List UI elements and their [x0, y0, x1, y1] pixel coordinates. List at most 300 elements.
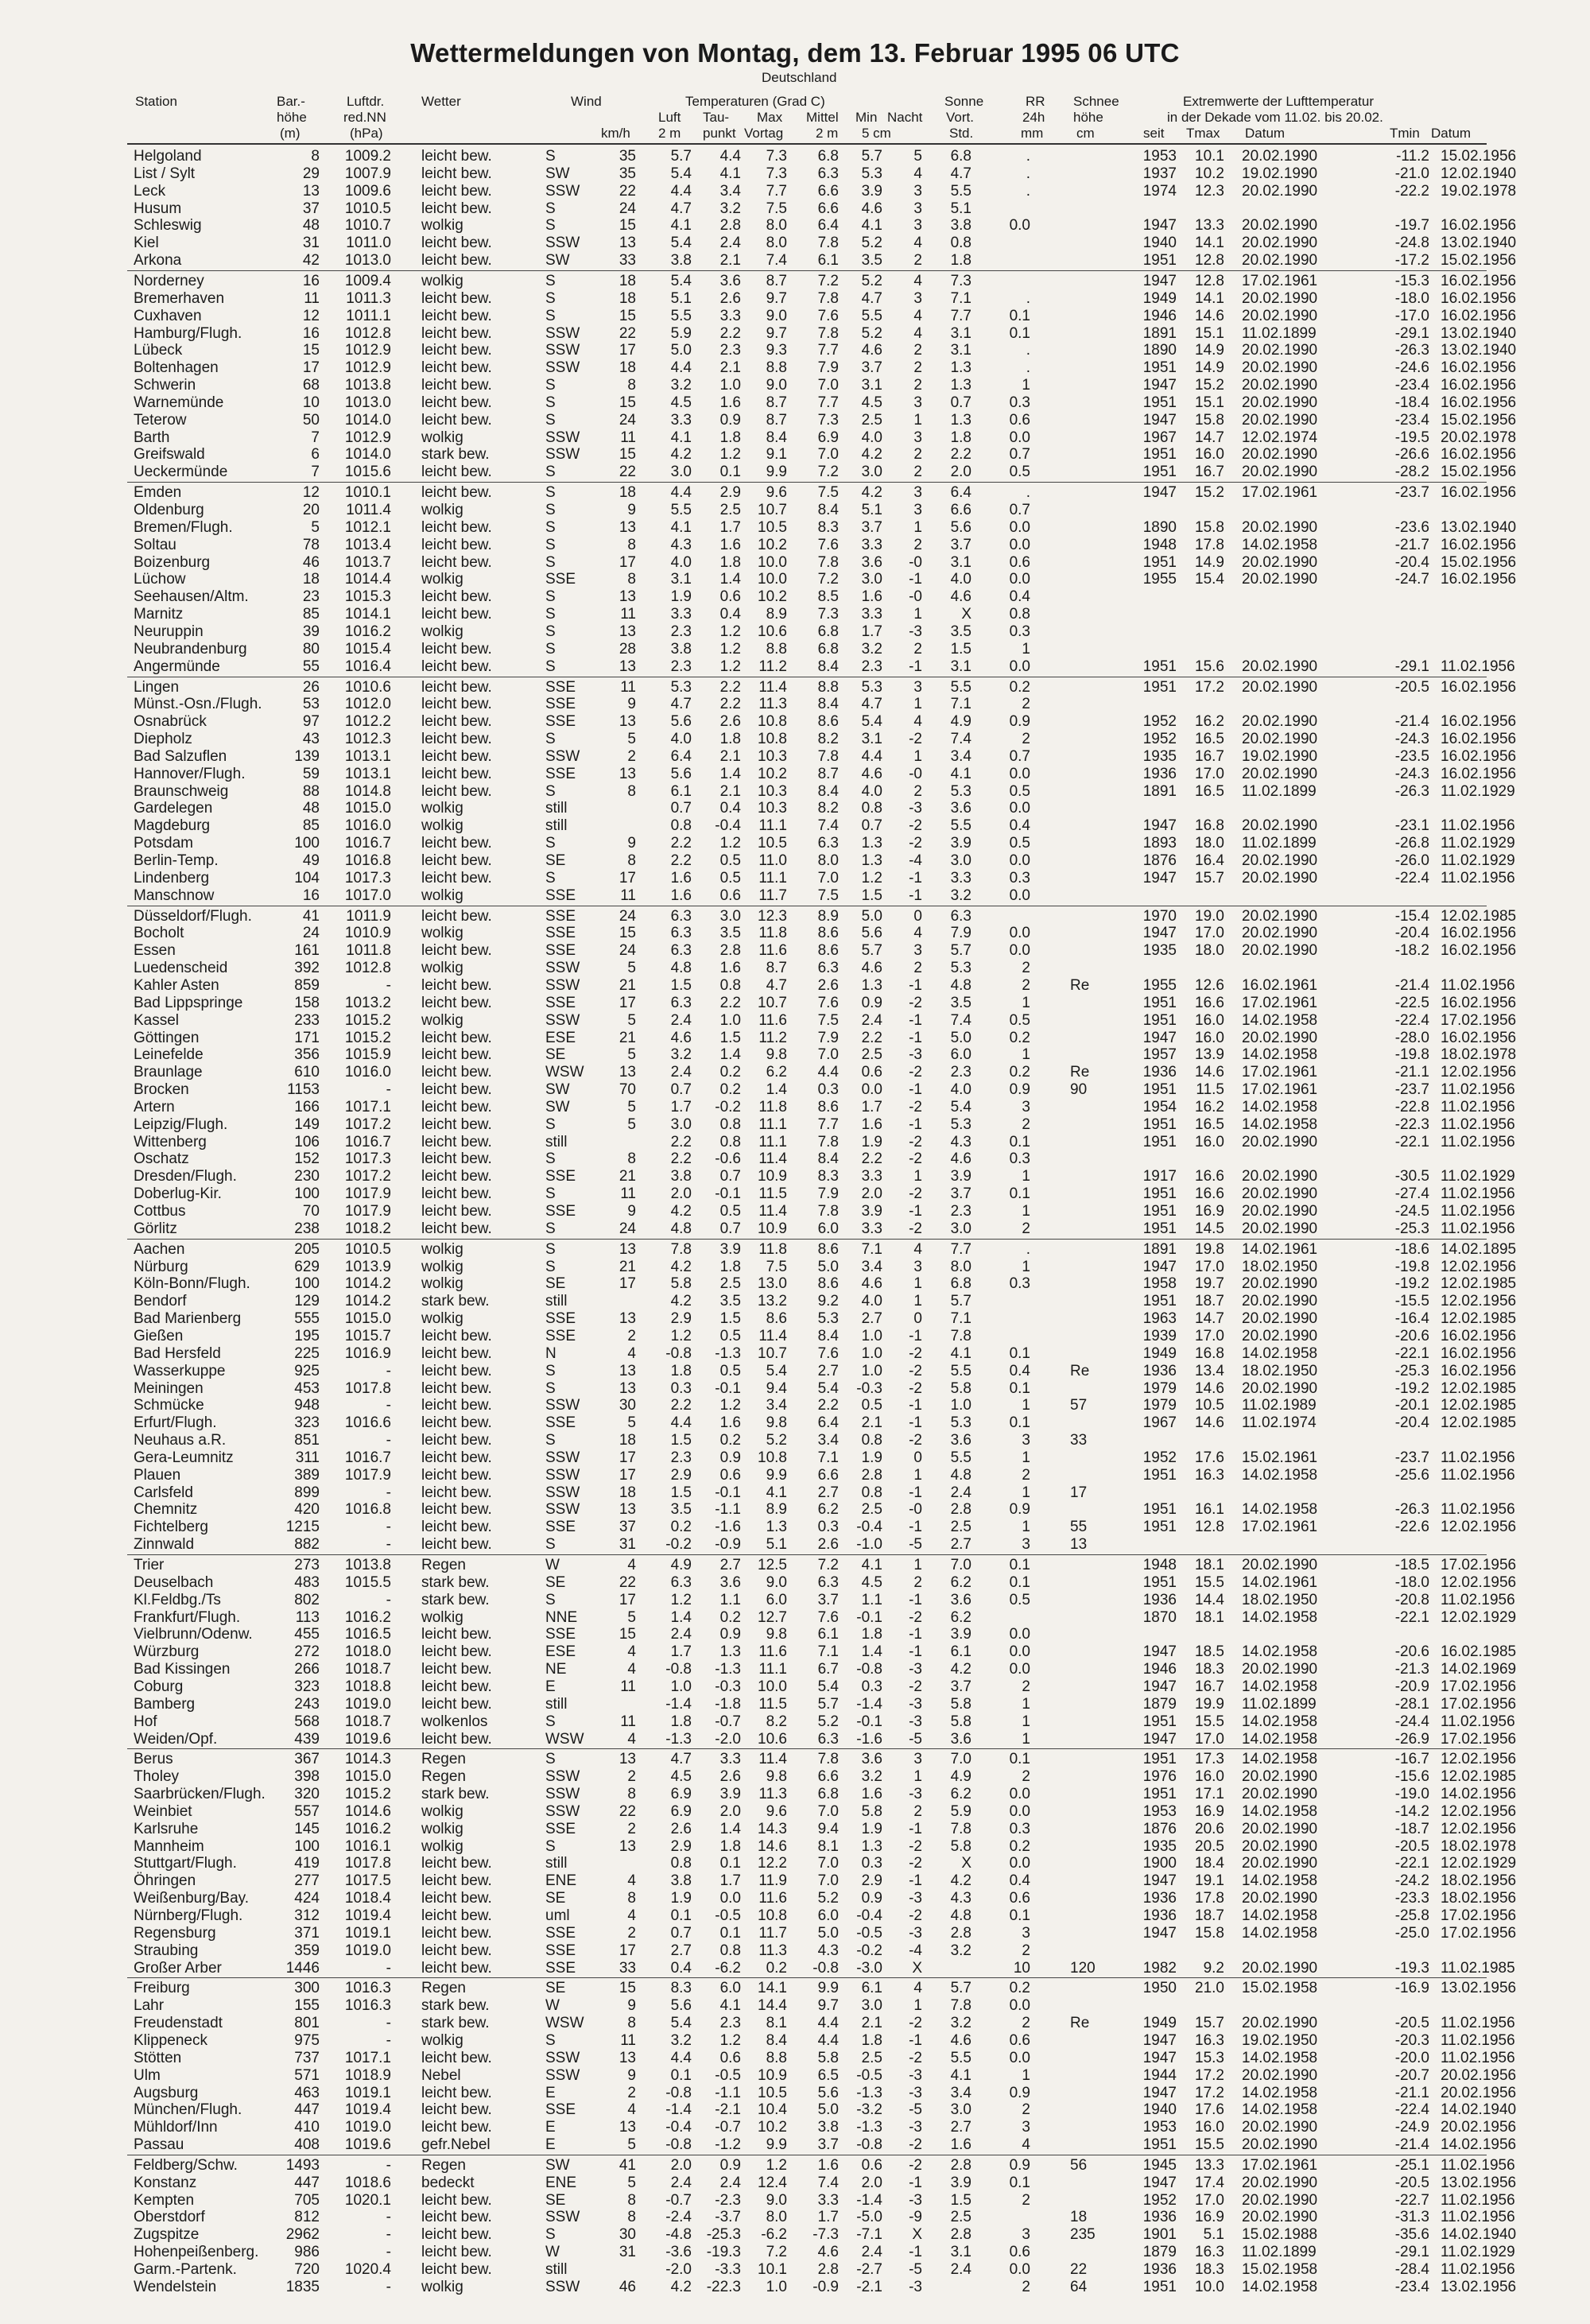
cell-air-temp: 3.8 [670, 1168, 692, 1185]
cell-barometer-height: 266 [294, 1661, 320, 1678]
cell-min-2m: 4.0 [861, 429, 882, 446]
cell-weather: leicht bew. [421, 200, 492, 217]
cell-pressure: 1015.0 [344, 1310, 391, 1328]
cell-min-2m: 4.4 [861, 747, 882, 765]
cell-min-2m: 1.1 [861, 1591, 882, 1608]
cell-sunshine: 4.8 [950, 1466, 971, 1484]
cell-dewpoint: 2.7 [719, 1557, 741, 1573]
cell-sunshine: 3.1 [950, 2244, 971, 2261]
cell-station: Brocken [134, 1081, 189, 1099]
cell-station: Hohenpeißenberg. [134, 2244, 259, 2261]
cell-pressure: 1018.9 [344, 2066, 391, 2084]
cell-tmin-date: 12.02.1985 [1441, 1310, 1517, 1328]
cell-dewpoint: 2.1 [719, 782, 741, 800]
cell-max-prev-day: 11.5 [758, 1695, 787, 1713]
cell-station: Gießen [134, 1327, 184, 1344]
cell-barometer-height: 812 [294, 2209, 320, 2226]
cell-wind-direction: SSW [545, 324, 580, 342]
cell-sunshine: 3.8 [950, 217, 971, 235]
cell-tmax: 14.5 [1195, 1220, 1224, 1237]
cell-min-5cm: 1 [913, 518, 922, 536]
cell-wind-speed: 15 [619, 217, 636, 235]
cell-station: Warnemünde [134, 394, 224, 411]
cell-pressure: - [386, 1362, 391, 1379]
cell-wind-speed: 5 [627, 1608, 636, 1626]
cell-air-temp: 2.9 [670, 1466, 692, 1484]
cell-tmax: 14.7 [1195, 429, 1224, 446]
cell-barometer-height: 356 [294, 1046, 320, 1064]
cell-station: Karlsruhe [134, 1820, 199, 1837]
cell-min-5cm: -2 [909, 1133, 922, 1150]
cell-min-2m: 5.1 [861, 502, 882, 518]
cell-tmax-date: 14.02.1958 [1242, 1011, 1318, 1029]
cell-dewpoint: 2.1 [719, 252, 741, 270]
cell-mean-prev-day: 6.4 [817, 1414, 839, 1432]
col-extremes-title: Extremwerte der Lufttemperatur [1183, 94, 1374, 109]
cell-weather: wolkig [421, 1240, 463, 1258]
cell-tmin: -16.9 [1394, 1980, 1429, 1997]
cell-tmax-date: 14.02.1958 [1242, 1344, 1318, 1362]
cell-min-2m: -0.1 [856, 1713, 882, 1730]
table-row [0, 1449, 1590, 1467]
group-divider [127, 482, 1487, 483]
cell-wind-direction: S [545, 1240, 556, 1258]
cell-wind-speed: 4 [627, 2101, 636, 2119]
cell-wind-speed: 13 [619, 1240, 636, 1258]
cell-tmin: -22.6 [1394, 1519, 1429, 1536]
cell-max-prev-day: 4.7 [766, 976, 787, 994]
cell-mean-prev-day: 9.4 [817, 1820, 839, 1837]
cell-pressure: 1015.4 [344, 640, 391, 658]
cell-tmin: -23.4 [1394, 377, 1429, 394]
cell-wind-direction: ENE [545, 1872, 577, 1890]
cell-min-5cm: 4 [913, 307, 922, 324]
cell-mean-prev-day: 7.4 [817, 2174, 839, 2191]
cell-pressure: 1011.1 [346, 307, 391, 324]
cell-air-temp: 3.8 [670, 1872, 692, 1890]
cell-barometer-height: 359 [294, 1942, 320, 1959]
cell-weather: leicht bew. [421, 835, 492, 852]
cell-dewpoint: 2.6 [719, 289, 741, 307]
cell-min-5cm: 2 [913, 536, 922, 553]
cell-station: Meiningen [134, 1379, 204, 1397]
table-row [0, 2050, 1590, 2067]
cell-tmax-date: 20.02.1990 [1242, 1327, 1318, 1344]
cell-barometer-height: 70 [302, 1203, 320, 1220]
cell-min-2m: -7.1 [856, 2226, 882, 2244]
cell-weather: wolkig [421, 925, 463, 942]
cell-precipitation: 4 [1022, 2136, 1030, 2154]
cell-wind-speed: 4 [627, 1907, 636, 1924]
cell-weather: wolkig [421, 1275, 463, 1293]
cell-pressure: 1010.7 [344, 217, 391, 235]
cell-sunshine: 3.4 [950, 2084, 971, 2101]
cell-wind-direction: S [545, 658, 556, 675]
cell-mean-prev-day: 8.4 [817, 1150, 839, 1168]
cell-wind-speed: 5 [627, 731, 636, 748]
cell-sunshine: 7.7 [950, 1240, 971, 1258]
cell-sunshine: 3.9 [950, 2174, 971, 2191]
cell-precipitation: 0.4 [1009, 817, 1030, 835]
cell-tmax: 15.2 [1195, 377, 1224, 394]
table-row [0, 1592, 1590, 1609]
cell-pressure: 1012.8 [344, 324, 391, 342]
cell-min-5cm: 0 [913, 907, 922, 925]
cell-tmin: -20.5 [1394, 1837, 1429, 1855]
cell-tmin: -25.3 [1394, 1362, 1429, 1379]
cell-tmin: -21.1 [1394, 1064, 1429, 1081]
cell-tmax: 15.4 [1195, 571, 1224, 588]
table-row [0, 308, 1590, 325]
cell-weather: leicht bew. [421, 1098, 492, 1115]
cell-since-year: 1947 [1142, 484, 1177, 502]
cell-dewpoint: 0.2 [719, 1064, 741, 1081]
cell-dewpoint: -0.7 [715, 1713, 741, 1730]
cell-pressure: 1015.2 [344, 1029, 391, 1046]
cell-since-year: 1958 [1142, 1275, 1177, 1293]
cell-precipitation: 0.0 [1009, 1661, 1030, 1678]
cell-barometer-height: 97 [302, 713, 320, 731]
cell-mean-prev-day: 2.6 [817, 1536, 839, 1554]
cell-max-prev-day: 11.6 [758, 942, 787, 960]
cell-air-temp: 5.4 [670, 235, 692, 252]
cell-tmax-date: 18.02.1950 [1242, 1258, 1318, 1275]
cell-min-5cm: 4 [913, 324, 922, 342]
cell-air-temp: 3.0 [670, 1115, 692, 1133]
cell-mean-prev-day: 6.6 [817, 1768, 839, 1786]
table-row [0, 200, 1590, 218]
cell-since-year: 1949 [1142, 289, 1177, 307]
table-row [0, 835, 1590, 852]
cell-precipitation: 0.9 [1009, 2156, 1030, 2174]
cell-barometer-height: 55 [302, 658, 320, 675]
cell-since-year: 1891 [1142, 324, 1177, 342]
col-mittel: Mittel [806, 110, 839, 125]
cell-station: Ulm [134, 2066, 161, 2084]
cell-pressure: - [386, 1959, 391, 1977]
col-schnee-3: cm [1076, 126, 1095, 141]
cell-max-prev-day: 9.1 [766, 446, 787, 464]
col-wind: Wind [571, 94, 602, 109]
cell-max-prev-day: 10.8 [758, 731, 787, 748]
cell-wind-speed: 5 [627, 960, 636, 977]
cell-station: Erfurt/Flugh. [134, 1414, 217, 1432]
cell-sunshine: 3.9 [950, 1626, 971, 1643]
cell-min-5cm: -3 [909, 2084, 922, 2101]
cell-wind-speed: 33 [619, 1959, 636, 1977]
cell-mean-prev-day: 7.8 [817, 1133, 839, 1150]
cell-max-prev-day: 14.4 [758, 1997, 787, 2015]
cell-sunshine: 5.8 [950, 1379, 971, 1397]
cell-mean-prev-day: 7.8 [817, 289, 839, 307]
cell-weather: leicht bew. [421, 1536, 492, 1554]
cell-wind-direction: SSW [545, 359, 580, 377]
col-luft-1: Luft [658, 110, 681, 125]
cell-mean-prev-day: -0.9 [812, 2278, 839, 2295]
cell-weather: leicht bew. [421, 1397, 492, 1414]
cell-sunshine: 1.5 [950, 640, 971, 658]
cell-station: Kahler Asten [134, 976, 219, 994]
cell-dewpoint: 3.4 [719, 182, 741, 200]
cell-barometer-height: 205 [294, 1240, 320, 1258]
cell-tmin-date: 16.02.1956 [1441, 307, 1517, 324]
cell-tmin-date: 16.02.1956 [1441, 484, 1517, 502]
cell-precipitation: . [1026, 1240, 1030, 1258]
cell-tmax: 5.1 [1203, 2226, 1224, 2244]
cell-precipitation: 0.0 [1009, 800, 1030, 817]
cell-precipitation: 0.4 [1009, 588, 1030, 606]
cell-station: Oschatz [134, 1150, 189, 1168]
cell-barometer-height: 85 [302, 606, 320, 623]
cell-precipitation: 0.3 [1009, 869, 1030, 887]
cell-min-5cm: -0 [909, 553, 922, 571]
table-row [0, 252, 1590, 270]
col-luftdr-2: red.NN [343, 110, 386, 125]
cell-mean-prev-day: 7.0 [817, 377, 839, 394]
cell-tmin: -26.9 [1394, 1730, 1429, 1748]
cell-wind-direction: S [545, 1115, 556, 1133]
cell-wind-direction: SSE [545, 942, 576, 960]
cell-barometer-height: 851 [294, 1432, 320, 1449]
cell-barometer-height: 463 [294, 2084, 320, 2101]
cell-min-5cm: -2 [909, 2136, 922, 2154]
cell-tmax-date: 20.02.1990 [1242, 289, 1318, 307]
cell-tmin-date: 20.02.1956 [1441, 2084, 1517, 2101]
cell-air-temp: 4.9 [670, 1557, 692, 1573]
cell-tmin: -25.3 [1394, 1220, 1429, 1237]
cell-weather: leicht bew. [421, 1115, 492, 1133]
table-row [0, 679, 1590, 696]
table-row [0, 1557, 1590, 1574]
cell-dewpoint: 0.5 [719, 852, 741, 869]
cell-min-5cm: -2 [909, 994, 922, 1011]
cell-since-year: 1947 [1142, 2031, 1177, 2049]
cell-station: Berlin-Temp. [134, 852, 219, 869]
cell-tmin: -20.4 [1394, 925, 1429, 942]
cell-tmin-date: 11.02.1956 [1441, 2156, 1515, 2174]
cell-max-prev-day: 11.1 [758, 1115, 787, 1133]
cell-since-year: 1949 [1142, 2015, 1177, 2032]
cell-barometer-height: 420 [294, 1501, 320, 1519]
cell-wind-speed: 2 [627, 1820, 636, 1837]
cell-tmin-date: 11.02.1956 [1441, 2031, 1515, 2049]
cell-tmax-date: 20.02.1990 [1242, 1786, 1318, 1803]
cell-air-temp: 4.7 [670, 200, 692, 217]
cell-tmax: 16.8 [1195, 1344, 1224, 1362]
cell-precipitation: 0.1 [1009, 1133, 1030, 1150]
cell-air-temp: 1.8 [670, 1713, 692, 1730]
cell-min-5cm: 4 [913, 1240, 922, 1258]
cell-pressure: 1016.2 [344, 623, 391, 640]
cell-tmax: 11.5 [1196, 1081, 1224, 1099]
cell-min-5cm: 5 [913, 148, 922, 165]
cell-tmin: -24.3 [1394, 765, 1429, 782]
cell-tmin: -25.1 [1394, 2156, 1429, 2174]
cell-station: Stötten [134, 2049, 182, 2066]
table-row [0, 887, 1590, 905]
table-row [0, 1432, 1590, 1449]
cell-max-prev-day: 11.4 [758, 1751, 787, 1768]
table-row [0, 870, 1590, 887]
cell-air-temp: 1.7 [670, 1643, 692, 1661]
cell-min-2m: 4.2 [861, 484, 882, 502]
cell-mean-prev-day: 4.6 [817, 2244, 839, 2261]
cell-weather: leicht bew. [421, 1959, 492, 1977]
cell-max-prev-day: 11.0 [758, 852, 787, 869]
cell-precipitation: 0.4 [1009, 1362, 1030, 1379]
cell-wind-speed: 13 [619, 588, 636, 606]
cell-barometer-height: 48 [302, 217, 320, 235]
cell-mean-prev-day: 6.3 [817, 835, 839, 852]
cell-tmax: 10.5 [1195, 1397, 1224, 1414]
cell-air-temp: 0.1 [670, 1907, 692, 1924]
cell-station: Boltenhagen [134, 359, 219, 377]
cell-precipitation: 0.1 [1009, 324, 1030, 342]
cell-weather: leicht bew. [421, 1344, 492, 1362]
cell-dewpoint: 2.6 [719, 1768, 741, 1786]
cell-wind-speed: 5 [627, 1046, 636, 1064]
cell-air-temp: 2.3 [670, 1449, 692, 1466]
cell-tmax: 16.8 [1195, 817, 1224, 835]
cell-sunshine: 4.1 [950, 765, 971, 782]
cell-since-year: 1967 [1142, 429, 1177, 446]
cell-wind-speed: 17 [619, 1591, 636, 1608]
cell-min-2m: 1.2 [861, 869, 882, 887]
cell-tmin: -23.7 [1394, 1449, 1429, 1466]
cell-tmax: 16.6 [1195, 1168, 1224, 1185]
cell-tmax: 14.7 [1195, 1310, 1224, 1328]
cell-wind-direction: S [545, 1220, 556, 1237]
cell-wind-direction: still [545, 2261, 568, 2278]
cell-tmin-date: 11.02.1956 [1441, 1713, 1515, 1730]
cell-wind-direction: SSW [545, 2209, 580, 2226]
cell-tmax-date: 14.02.1958 [1242, 1872, 1318, 1890]
cell-station: Neuruppin [134, 623, 204, 640]
group-divider [127, 1748, 1487, 1749]
cell-weather: leicht bew. [421, 165, 492, 182]
cell-wind-direction: SE [545, 1980, 566, 1997]
cell-sunshine: 3.1 [950, 324, 971, 342]
cell-wind-direction: SE [545, 1890, 566, 1907]
cell-min-2m: -1.6 [856, 1730, 882, 1748]
table-row [0, 2157, 1590, 2175]
cell-max-prev-day: 11.6 [758, 1011, 787, 1029]
cell-tmax-date: 20.02.1990 [1242, 713, 1318, 731]
cell-mean-prev-day: 2.7 [817, 1362, 839, 1379]
cell-wind-direction: SW [545, 2156, 570, 2174]
cell-wind-direction: S [545, 553, 556, 571]
cell-wind-speed: 21 [619, 1258, 636, 1275]
cell-sunshine: 6.2 [950, 1573, 971, 1591]
cell-since-year: 1947 [1142, 411, 1177, 429]
cell-dewpoint: 1.2 [719, 1397, 741, 1414]
cell-barometer-height: 1446 [285, 1959, 320, 1977]
cell-mean-prev-day: 7.5 [817, 484, 839, 502]
cell-mean-prev-day: 1.7 [817, 2209, 839, 2226]
cell-tmax-date: 20.02.1990 [1242, 2191, 1318, 2209]
cell-dewpoint: 0.5 [719, 1203, 741, 1220]
cell-precipitation: 0.9 [1009, 1081, 1030, 1099]
cell-barometer-height: 629 [294, 1258, 320, 1275]
cell-pressure: 1014.2 [344, 1293, 391, 1310]
cell-station: Hof [134, 1713, 157, 1730]
cell-sunshine: 6.3 [950, 907, 971, 925]
cell-tmin-date: 13.02.1956 [1441, 2278, 1517, 2295]
cell-min-5cm: -5 [909, 2101, 922, 2119]
cell-tmax-date: 12.02.1974 [1242, 429, 1318, 446]
cell-air-temp: 2.4 [670, 1626, 692, 1643]
table-row [0, 2279, 1590, 2296]
cell-dewpoint: 2.8 [719, 942, 741, 960]
cell-air-temp: 3.5 [670, 1501, 692, 1519]
cell-mean-prev-day: 8.6 [817, 925, 839, 942]
table-row [0, 641, 1590, 658]
cell-pressure: 1016.7 [344, 1133, 391, 1150]
cell-wind-speed: 8 [627, 852, 636, 869]
cell-station: Barth [134, 429, 170, 446]
cell-pressure: 1013.2 [344, 994, 391, 1011]
cell-station: Hannover/Flugh. [134, 765, 246, 782]
cell-sunshine: 5.5 [950, 817, 971, 835]
cell-tmin-date: 13.02.1940 [1441, 342, 1517, 359]
cell-tmin-date: 13.02.1940 [1441, 235, 1517, 252]
cell-wind-direction: SSW [545, 1449, 580, 1466]
cell-pressure: 1007.9 [344, 165, 391, 182]
cell-precipitation: 0.1 [1009, 1907, 1030, 1924]
cell-tmin-date: 11.02.1956 [1441, 1115, 1515, 1133]
cell-station: Nürnberg/Flugh. [134, 1907, 243, 1924]
table-row [0, 2209, 1590, 2226]
cell-dewpoint: 2.9 [719, 484, 741, 502]
cell-wind-direction: S [545, 217, 556, 235]
cell-tmax: 15.1 [1195, 324, 1224, 342]
cell-barometer-height: 100 [294, 835, 320, 852]
cell-pressure: - [386, 1081, 391, 1099]
cell-weather: Regen [421, 2156, 466, 2174]
cell-barometer-height: 424 [294, 1890, 320, 1907]
cell-air-temp: 5.4 [670, 165, 692, 182]
table-row [0, 183, 1590, 200]
country-label: Deutschland [762, 70, 837, 85]
cell-dewpoint: 1.2 [719, 2031, 741, 2049]
cell-mean-prev-day: 9.7 [817, 1997, 839, 2015]
cell-min-5cm: 1 [913, 1168, 922, 1185]
cell-wind-speed: 13 [619, 713, 636, 731]
cell-pressure: 1019.1 [344, 2084, 391, 2101]
cell-max-prev-day: 9.0 [766, 1573, 787, 1591]
cell-min-5cm: 3 [913, 678, 922, 696]
cell-tmin: -20.0 [1394, 2049, 1429, 2066]
cell-max-prev-day: 12.2 [758, 1855, 787, 1872]
cell-wind-speed: 17 [619, 869, 636, 887]
cell-max-prev-day: 11.1 [758, 1133, 787, 1150]
cell-max-prev-day: 9.3 [766, 342, 787, 359]
cell-station: Cuxhaven [134, 307, 202, 324]
cell-max-prev-day: 12.5 [758, 1557, 787, 1573]
cell-wind-speed: 5 [627, 1011, 636, 1029]
cell-wind-direction: S [545, 411, 556, 429]
cell-snow-depth: 33 [1070, 1432, 1088, 1449]
cell-air-temp: 2.4 [670, 1011, 692, 1029]
cell-pressure: - [386, 976, 391, 994]
cell-max-prev-day: -6.2 [761, 2226, 787, 2244]
cell-since-year: 1951 [1142, 1573, 1177, 1591]
cell-weather: leicht bew. [421, 536, 492, 553]
cell-mean-prev-day: 8.0 [817, 852, 839, 869]
cell-mean-prev-day: 6.5 [817, 2066, 839, 2084]
cell-wind-direction: still [545, 1293, 568, 1310]
cell-tmin-date: 11.02.1956 [1441, 1203, 1515, 1220]
